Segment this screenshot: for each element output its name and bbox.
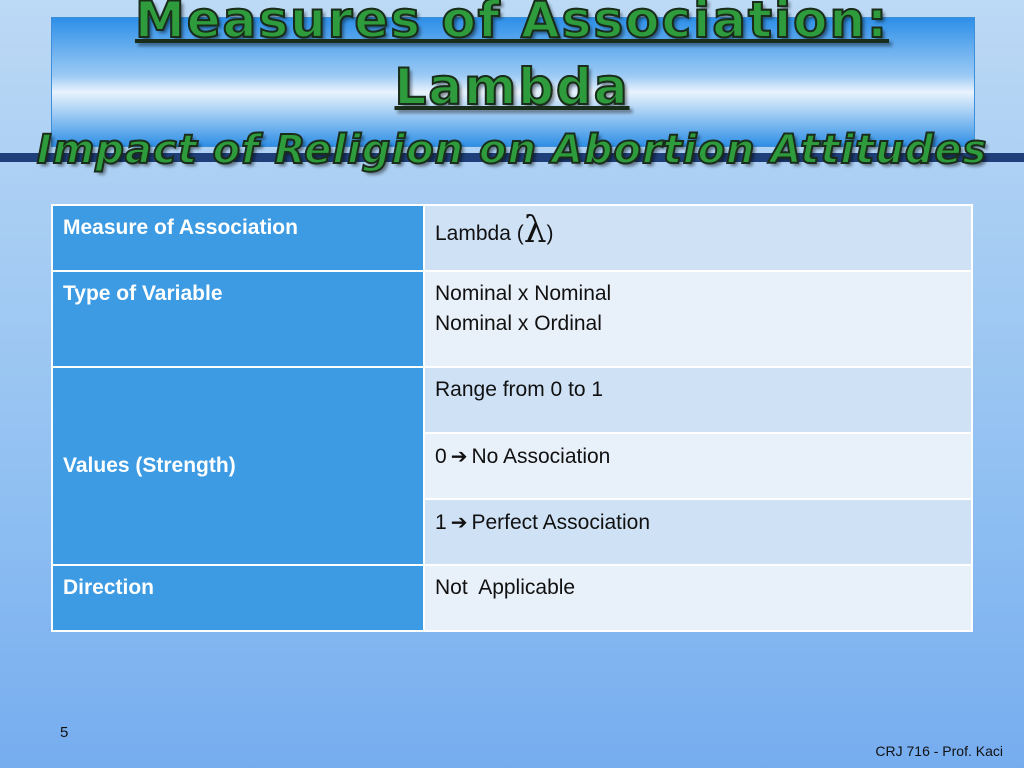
arrow-right-icon: ➔ bbox=[450, 444, 468, 468]
slide-subtitle: Impact of Religion on Abortion Attitudes bbox=[36, 127, 988, 173]
row-value-perfect-association bbox=[424, 499, 972, 565]
row-value-direction: Not Applicable bbox=[424, 565, 972, 631]
row-label-type: Type of Variable bbox=[52, 271, 424, 367]
row-value-no-association bbox=[424, 433, 972, 499]
table-row bbox=[52, 565, 972, 631]
lambda-text: Lambda ( bbox=[435, 222, 524, 245]
row-value-measure bbox=[424, 205, 972, 271]
type-line-2: Nominal x Ordinal bbox=[435, 312, 602, 335]
value-zero: 0 bbox=[435, 445, 447, 468]
row-value-range: Range from 0 to 1 bbox=[424, 367, 972, 433]
table-row bbox=[52, 367, 972, 433]
type-line-1: Nominal x Nominal bbox=[435, 282, 612, 305]
perfect-association-text: Perfect Association bbox=[471, 511, 651, 534]
slide-title-line-2: Lambda bbox=[394, 58, 630, 116]
association-table bbox=[51, 204, 973, 632]
table-row bbox=[52, 205, 972, 271]
arrow-right-icon: ➔ bbox=[450, 510, 468, 534]
lambda-close-paren: ) bbox=[546, 222, 554, 245]
row-label-direction: Direction bbox=[52, 565, 424, 631]
row-label-measure: Measure of Association bbox=[52, 205, 424, 271]
slide-title: Measures of Association: bbox=[134, 0, 890, 49]
value-one: 1 bbox=[435, 511, 447, 534]
row-label-values: Values (Strength) bbox=[52, 367, 424, 565]
no-association-text: No Association bbox=[471, 445, 611, 468]
footer-text: CRJ 716 - Prof. Kaci bbox=[875, 743, 1003, 759]
lambda-symbol: λ bbox=[523, 210, 547, 251]
page-number: 5 bbox=[60, 724, 69, 741]
row-value-type bbox=[424, 271, 972, 367]
table-row bbox=[52, 271, 972, 367]
